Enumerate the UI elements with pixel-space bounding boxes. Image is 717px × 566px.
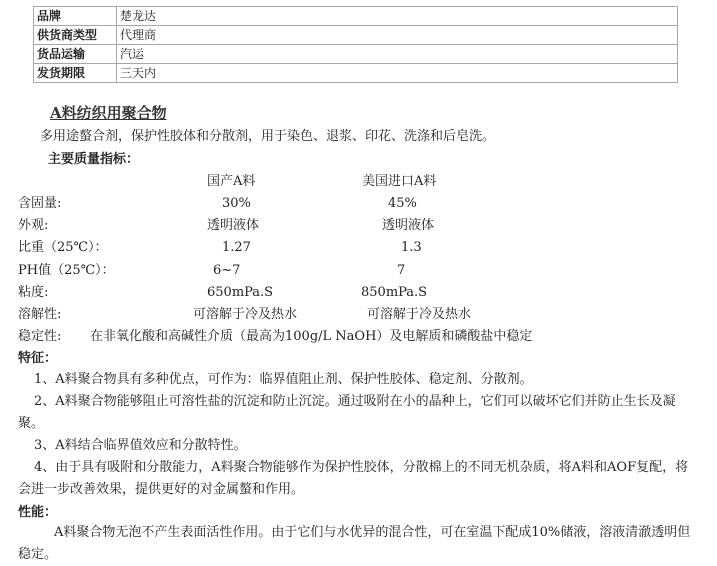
- features-heading: 特征：: [18, 351, 58, 366]
- info-key: 品牌: [34, 7, 117, 26]
- spec-imported: 可溶解于冷及热水: [367, 307, 472, 322]
- spec-imported: 45%: [388, 196, 417, 211]
- feature-item: 2、A料聚合物能够阻止可溶性盐的沉淀和防止沉淀。通过吸附在小的晶种上，它们可以破坏它们并防止生长及凝聚。: [18, 394, 676, 431]
- table-row: [34, 7, 678, 26]
- info-key: 供货商类型: [34, 26, 117, 45]
- spec-domestic: 650mPa.S: [207, 285, 274, 300]
- performance-text: A料聚合物无泡不产生表面活性作用。由于它们与水优异的混合性，可在室温下配成10%储液，溶液清澈透明但稳定。: [18, 525, 691, 562]
- table-row: [34, 45, 678, 64]
- product-info-table: [33, 6, 678, 83]
- spec-imported: 7: [397, 263, 406, 278]
- stability-label: 稳定性:: [18, 329, 62, 344]
- feature-item: 1、A料聚合物具有多种优点，可作为：临界值阻止剂、保护性胶体、稳定剂、分散剂。: [34, 372, 533, 387]
- feature-item: 4、由于具有吸附和分散能力，A料聚合物能够作为保护性胶体，分散棉上的不同无机杂质，将A料和AOF复配，将会进一步改善效果，提供更好的对金属螯和作用。: [18, 460, 689, 497]
- spec-imported: 850mPa.S: [361, 285, 428, 300]
- feature-item: 3、A料结合临界值效应和分散特性。: [34, 438, 247, 453]
- column-header-domestic: 国产A料: [207, 174, 256, 189]
- quality-heading: 主要质量指标：: [48, 152, 140, 167]
- performance-heading: 性能：: [18, 505, 58, 520]
- spec-domestic: 30%: [222, 196, 251, 211]
- spec-label: 外观:: [18, 218, 49, 233]
- spec-label: 溶解性:: [18, 307, 62, 322]
- spec-imported: 透明液体: [382, 218, 435, 233]
- section-title: A料纺织用聚合物: [50, 104, 167, 122]
- column-header-imported: 美国进口A料: [362, 174, 437, 189]
- spec-label: 粘度:: [18, 285, 49, 300]
- spec-imported: 1.3: [401, 240, 422, 255]
- info-value: 三天内: [117, 64, 678, 83]
- stability-text: 在非氧化酸和高碱性介质（最高为100g/L NaOH）及电解质和磷酸盐中稳定: [90, 329, 533, 344]
- spec-domestic: 透明液体: [207, 218, 260, 233]
- spec-label: 含固量:: [18, 196, 62, 211]
- spec-label: 比重（25℃）：: [18, 240, 108, 255]
- table-row: [34, 64, 678, 83]
- spec-domestic: 6~7: [213, 263, 241, 278]
- info-key: 发货期限: [34, 64, 117, 83]
- spec-label: PH值（25℃）：: [18, 263, 115, 278]
- spec-domestic: 可溶解于冷及热水: [193, 307, 298, 322]
- spec-domestic: 1.27: [222, 240, 251, 255]
- info-value: 楚龙达: [117, 7, 678, 26]
- intro-text: 多用途螯合剂，保护性胶体和分散剂，用于染色、退浆、印花、洗涤和后皂洗。: [40, 129, 496, 144]
- info-key: 货品运输: [34, 45, 117, 64]
- info-value: 代理商: [117, 26, 678, 45]
- info-value: 汽运: [117, 45, 678, 64]
- table-row: [34, 26, 678, 45]
